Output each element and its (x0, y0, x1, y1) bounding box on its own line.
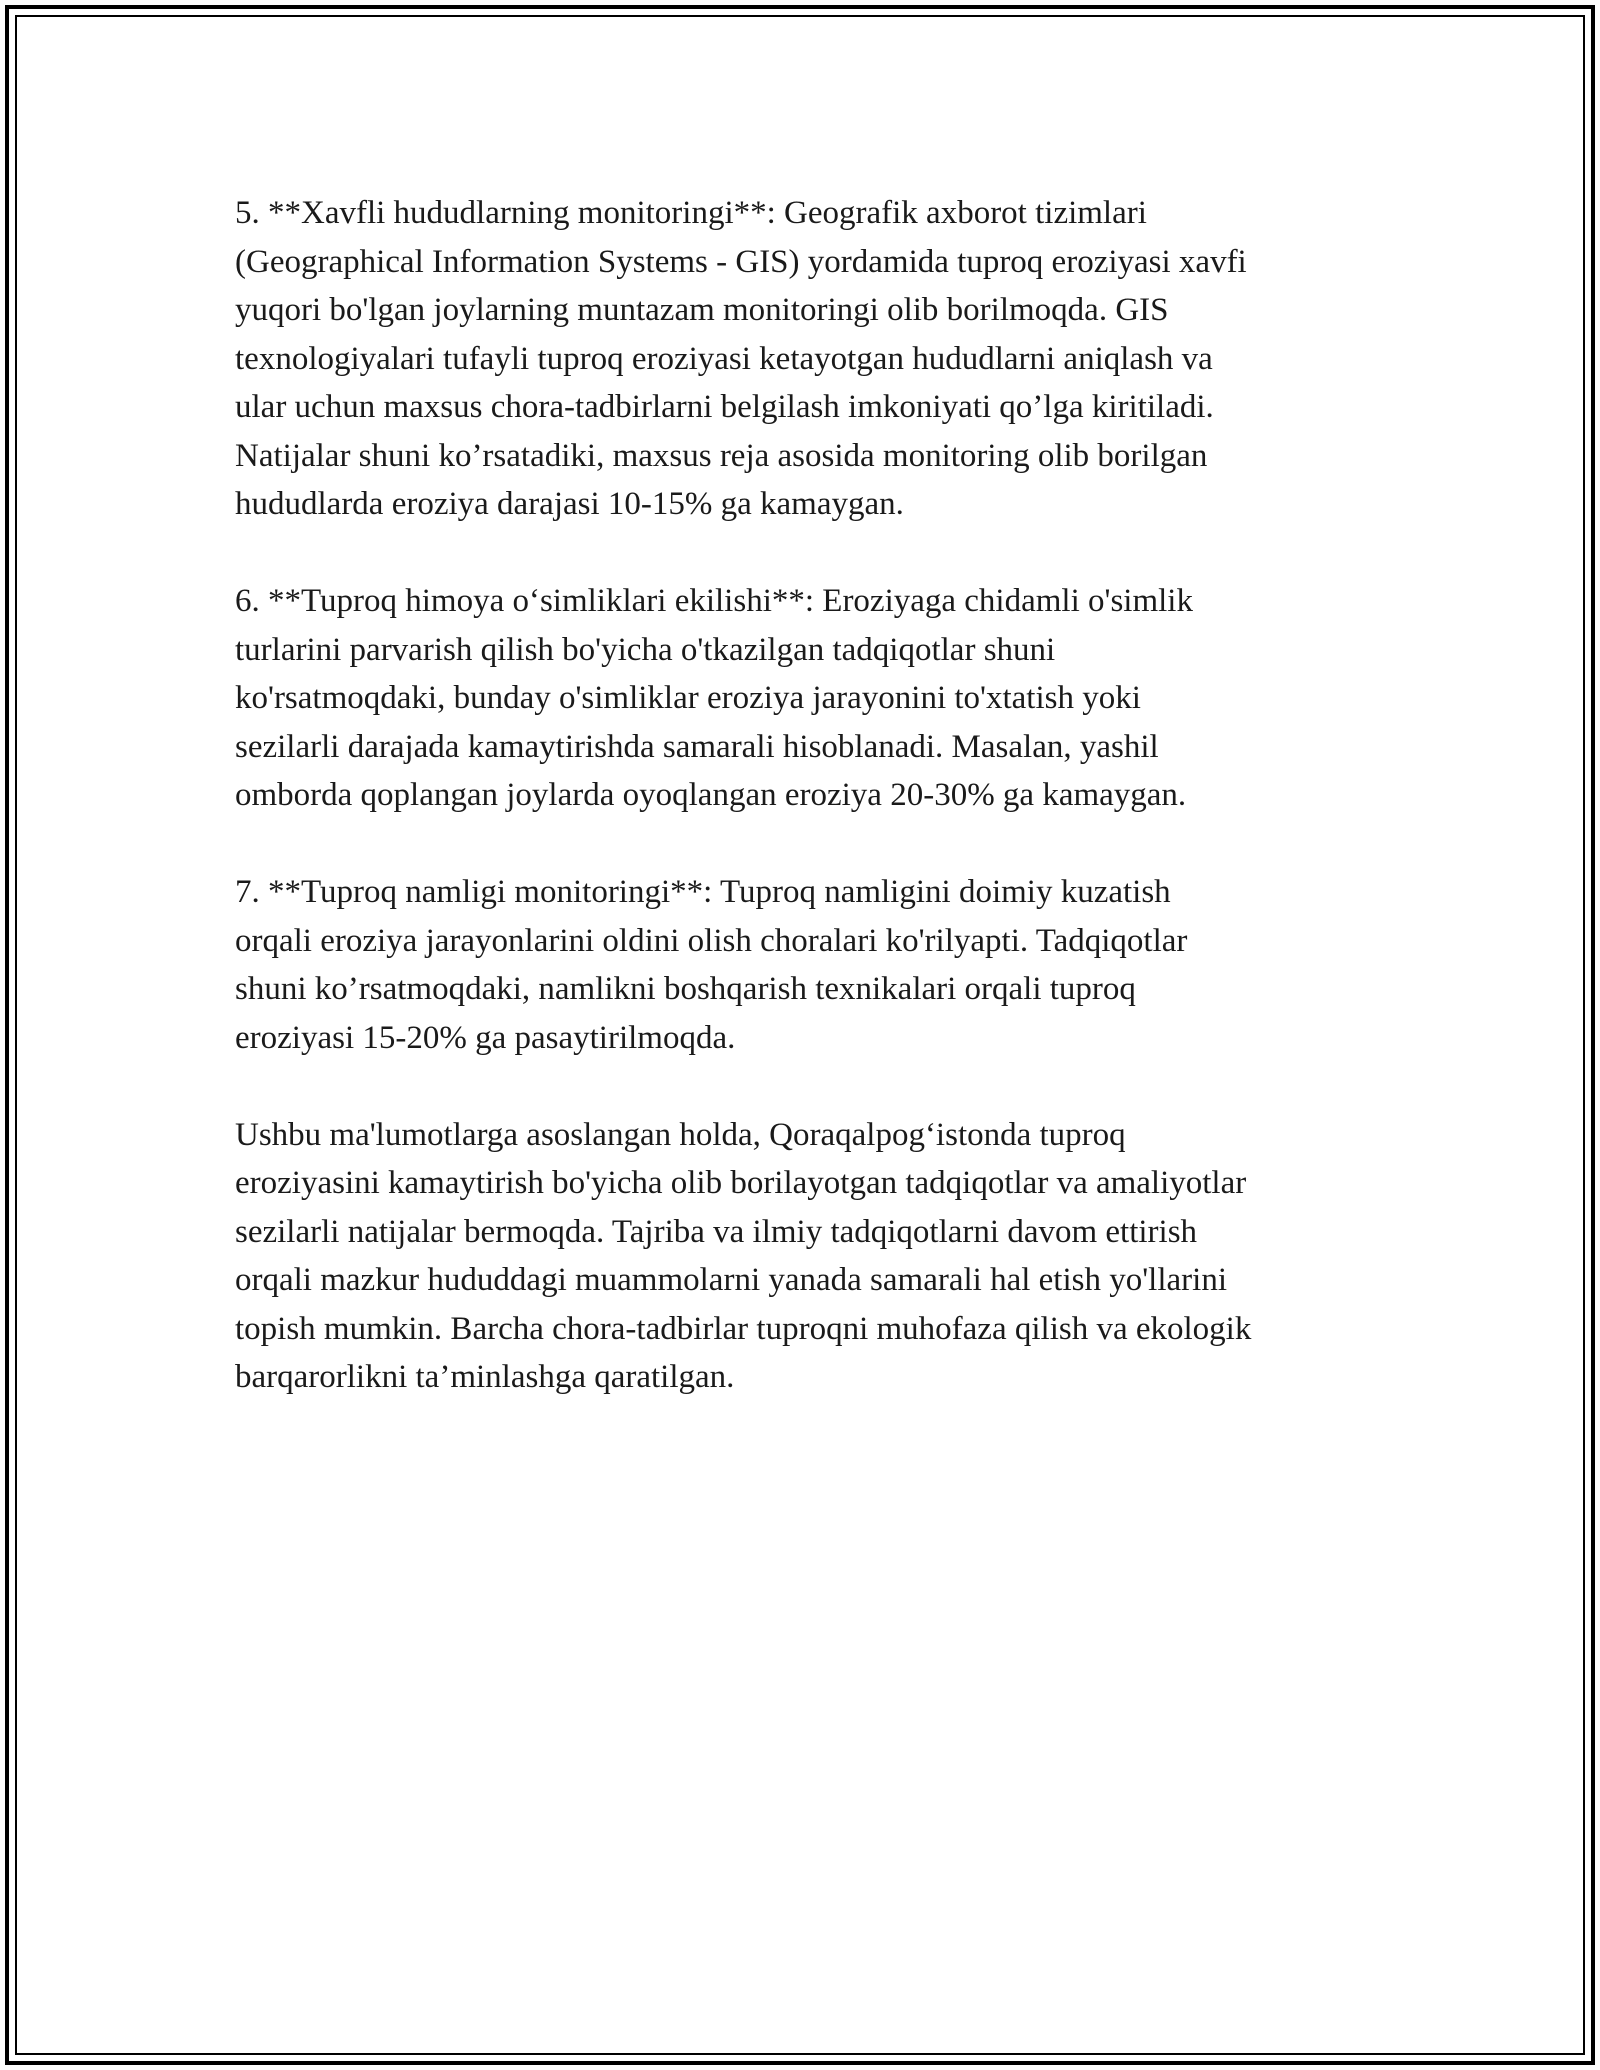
text-line: ko'rsatmoqdaki, bunday o'simliklar eroziya jarayonini to'xtatish yoki (235, 680, 1141, 716)
text-line: barqarorlikni ta’minlashga qaratilgan. (235, 1359, 735, 1395)
text-line: turlarini parvarish qilish bo'yicha o'tkazilgan tadqiqotlar shuni (235, 631, 1056, 668)
paragraph-monitoring-risk-areas (235, 189, 1400, 529)
text-line: eroziyasi 15-20% ga pasaytirilmoqda. (235, 1019, 736, 1056)
paragraph-soil-moisture (235, 868, 1400, 1062)
paragraph-protective-plants (235, 577, 1400, 820)
text-line: sezilarli darajada kamaytirishda samarali hisoblanadi. Masalan, yashil (235, 728, 1159, 765)
document-body (235, 189, 1400, 1450)
text-line: yuqori bo'lgan joylarning muntazam monitoringi olib borilmoqda. GIS (235, 292, 1169, 328)
text-line: topish mumkin. Barcha chora-tadbirlar tuproqni muhofaza qilish va ekologik (235, 1310, 1252, 1347)
text-line: Natijalar shuni ko’rsatadiki, maxsus reja asosida monitoring olib borilgan (235, 437, 1208, 474)
text-line: omborda qoplangan joylarda oyoqlangan eroziya 20-30% ga kamaygan. (235, 777, 1187, 813)
text-line: 6. **Tuproq himoya o‘simliklari ekilishi**: Eroziyaga chidamli o'simlik (235, 583, 1193, 619)
paragraph-conclusion (235, 1111, 1400, 1402)
text-line: 5. **Xavfli hududlarning monitoringi**: Geografik axborot tizimlari (235, 195, 1147, 231)
text-line: orqali eroziya jarayonlarini oldini olish choralari ko'rilyapti. Tadqiqotlar (235, 922, 1188, 959)
text-line: Ushbu ma'lumotlarga asoslangan holda, Qoraqalpog‘istonda tuproq (235, 1116, 1126, 1153)
text-line: shuni ko’rsatmoqdaki, namlikni boshqarish texnikalari orqali tuproq (235, 971, 1136, 1007)
text-line: (Geographical Information Systems - GIS) yordamida tuproq eroziyasi xavfi (235, 243, 1247, 280)
text-line: orqali mazkur hududdagi muammolarni yanada samarali hal etish yo'llarini (235, 1262, 1227, 1298)
text-line: 7. **Tuproq namligi monitoringi**: Tuproq namligini doimiy kuzatish (235, 874, 1171, 910)
text-line: texnologiyalari tufayli tuproq eroziyasi ketayotgan hududlarni aniqlash va (235, 340, 1213, 377)
text-line: ular uchun maxsus chora-tadbirlarni belgilash imkoniyati qo’lga kiritiladi. (235, 389, 1214, 425)
text-line: eroziyasini kamaytirish bo'yicha olib borilayotgan tadqiqotlar va amaliyotlar (235, 1165, 1247, 1201)
text-line: sezilarli natijalar bermoqda. Tajriba va ilmiy tadqiqotlarni davom ettirish (235, 1213, 1198, 1250)
text-line: hududlarda eroziya darajasi 10-15% ga kamaygan. (235, 486, 904, 522)
